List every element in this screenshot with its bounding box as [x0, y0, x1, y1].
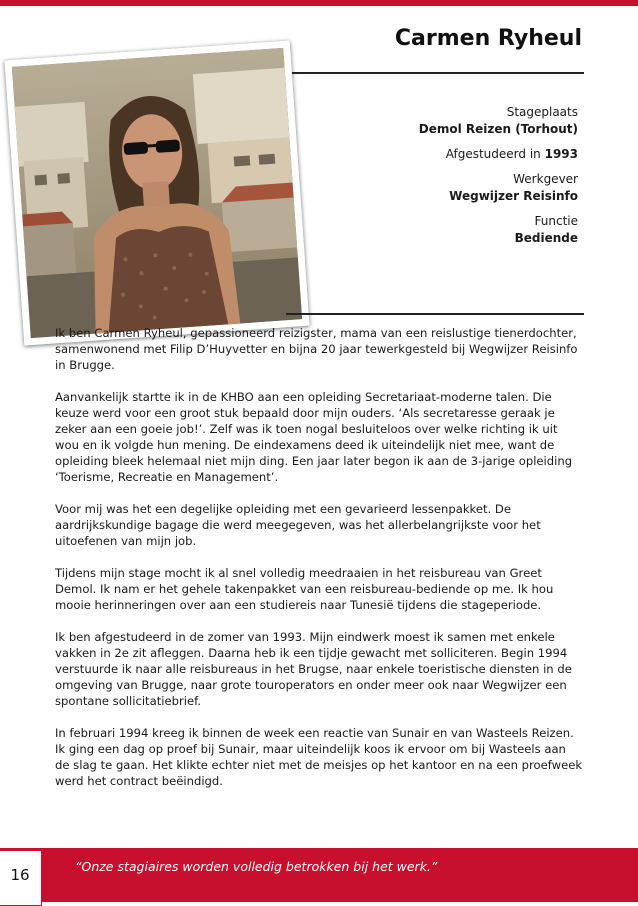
- paragraph: Tijdens mijn stage mocht ik al snel volledig meedraaien in het reisbureau van Greet Demol. Ik nam er het gehele takenpakket van een reisbureau-bediende op me. Ik hou mooie herinneringen over aan een studiereis naar Tunesië tijdens die stageperiode.: [55, 566, 554, 612]
- paragraph: Aanvankelijk startte ik in de KHBO aan een opleiding Secretariaat-moderne talen. Die keuze werd voor een groot stuk bepaald door mijn ouders. ‘Als secretaresse geraak je zeker aan een goeie job!’. Zelf was ik toen nogal besluiteloos over welke richting ik uit wou en ik volgde hun mening. De eindexamens deed ik uiteindelijk niet mee, want de opleiding bleek helemaal niet mijn ding. Een jaar later begon ik aan de 3-jarige opleiding ‘Toerisme, Recreatie en Management’.: [55, 390, 573, 484]
- paragraph: In februari 1994 kreeg ik binnen de week een reactie van Sunair en van Wasteels Reizen. Ik ging een dag op proef bij Sunair, maar uiteindelijk koos ik ervoor om bij Wasteels aan de slag te gaan. Het klikte echter niet met de meisjes op het kantoor en na een proefweek werd het contract beëindigd.: [55, 726, 583, 788]
- footer-band: [0, 848, 638, 902]
- info-internship: [278, 104, 578, 138]
- info-label: Functie: [534, 214, 578, 228]
- info-value: Bediende: [514, 231, 578, 245]
- info-panel: [278, 104, 578, 255]
- footer-quote: “Onze stagiaires worden volledig betrokken bij het werk.”: [75, 859, 438, 874]
- info-divider: [286, 313, 584, 315]
- info-value: Wegwijzer Reisinfo: [449, 189, 578, 203]
- info-value: 1993: [544, 147, 578, 161]
- title-underline: [276, 72, 584, 74]
- page-title: Carmen Ryheul: [394, 26, 582, 51]
- info-employer: [278, 171, 578, 205]
- info-label: Werkgever: [513, 172, 578, 186]
- info-label: Afgestudeerd in: [445, 147, 541, 161]
- article-body: [55, 325, 583, 805]
- top-accent-band: [0, 0, 638, 6]
- info-graduated: [278, 146, 578, 163]
- paragraph: Voor mij was het een degelijke opleiding met een gevarieerd lessenpakket. De aardrijkskundige bagage die werd meegegeven, was het allerbelangrijkste voor het uitoefenen van mijn job.: [55, 502, 541, 548]
- portrait-photo-graphic: [12, 48, 302, 338]
- portrait-photo: [4, 40, 309, 345]
- paragraph: Ik ben afgestudeerd in de zomer van 1993. Mijn eindwerk moest ik samen met enkele vakken in 2e zit afleggen. Daarna heb ik een tijdje gewacht met solliciteren. Begin 1994 verstuurde ik naar alle reisbureaus in het Brugse, naar enkele toeristische diensten in de omgeving van Brugge, naar grote touroperators en onder meer ook naar Wegwijzer een spontane sollicitatiebrief.: [55, 630, 572, 708]
- info-function: [278, 213, 578, 247]
- paragraph: Ik ben Carmen Ryheul, gepassioneerd reizigster, mama van een reislustige tienerdochter, samenwonend met Filip D’Huyvetter en bijna 20 jaar tewerkgesteld bij Wegwijzer Reisinfo in Brugge.: [55, 326, 578, 372]
- info-label: Stageplaats: [506, 105, 578, 119]
- page-number: 16: [10, 866, 30, 884]
- info-value: Demol Reizen (Torhout): [418, 122, 578, 136]
